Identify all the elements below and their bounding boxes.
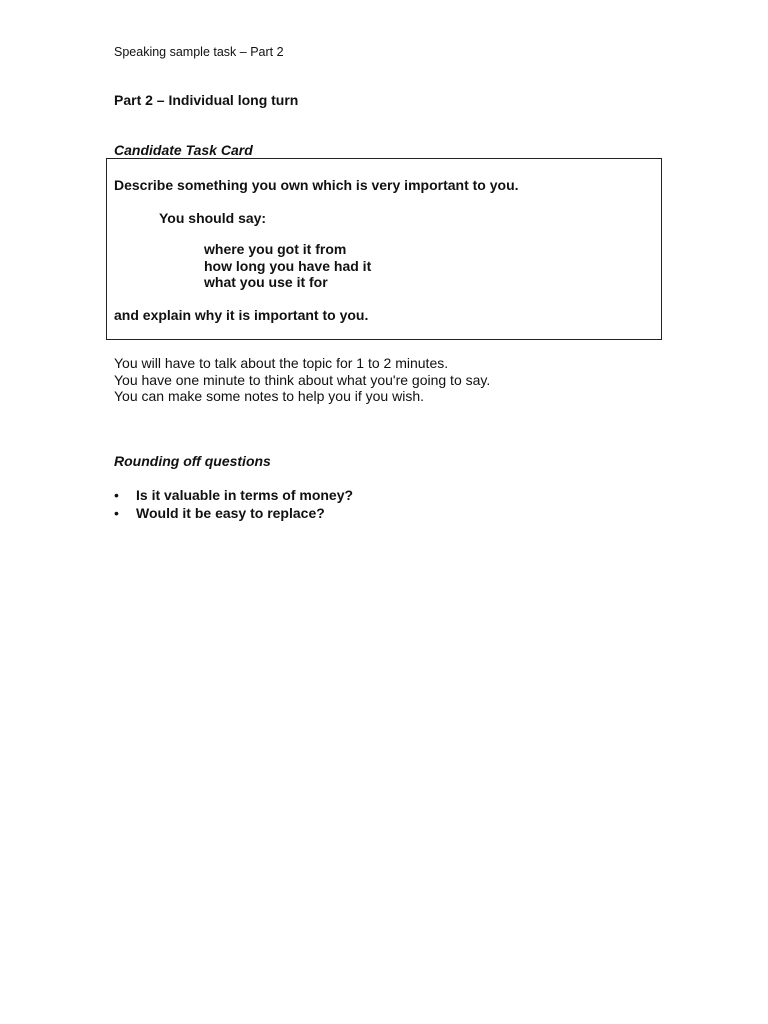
instruction-line: You will have to talk about the topic for 1 to 2 minutes. <box>114 355 449 371</box>
question-item <box>114 505 353 523</box>
question-text: Would it be easy to replace? <box>136 505 325 521</box>
rounding-off-questions <box>114 487 353 523</box>
task-card-point: where you got it from <box>204 241 347 257</box>
running-header: Speaking sample task – Part 2 <box>114 45 284 59</box>
task-card-label: Candidate Task Card <box>114 142 253 158</box>
bullet-icon: • <box>114 487 119 503</box>
task-card-should-say: You should say: <box>159 210 267 226</box>
task-card-point: what you use it for <box>204 274 328 290</box>
bullet-icon: • <box>114 505 119 521</box>
question-item <box>114 487 353 505</box>
question-text: Is it valuable in terms of money? <box>136 487 354 503</box>
part-title: Part 2 – Individual long turn <box>114 92 299 108</box>
task-card-point: how long you have had it <box>204 257 372 274</box>
task-card-explain: and explain why it is important to you. <box>114 307 369 323</box>
task-card-points <box>204 241 371 291</box>
instruction-line: You have one minute to think about what you're going to say. <box>114 371 491 388</box>
task-card-box <box>106 158 662 340</box>
task-card-describe: Describe something you own which is very important to you. <box>114 177 519 193</box>
rounding-off-label: Rounding off questions <box>114 453 271 469</box>
instruction-line: You can make some notes to help you if you wish. <box>114 388 424 404</box>
instructions-block <box>114 355 490 405</box>
